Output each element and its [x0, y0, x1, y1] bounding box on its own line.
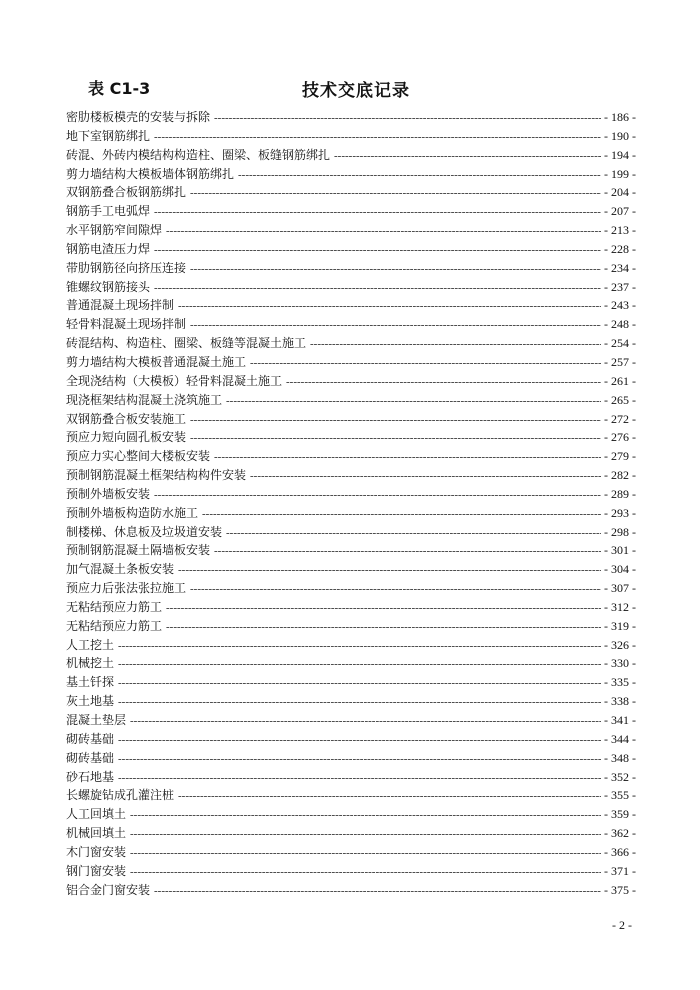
toc-entry[interactable]	[66, 843, 636, 862]
toc-entry[interactable]	[66, 824, 636, 843]
toc-entry[interactable]	[66, 862, 636, 881]
toc-entry[interactable]	[66, 259, 636, 278]
toc-entry-title: 地下室钢筋绑扎	[66, 128, 151, 143]
toc-entry[interactable]	[66, 673, 636, 692]
toc-entry-page: - 261 -	[604, 373, 636, 388]
toc-entry-page: - 237 -	[604, 279, 636, 294]
toc-entry-page: - 248 -	[604, 317, 636, 332]
toc-entry[interactable]	[66, 334, 636, 353]
toc-entry-title: 人工回填土	[66, 807, 127, 822]
toc-entry-page: - 371 -	[604, 863, 636, 878]
toc-entry-page: - 338 -	[604, 694, 636, 709]
dot-leader	[178, 297, 601, 316]
toc-entry-page: - 228 -	[604, 241, 636, 256]
toc-entry-title: 无粘结预应力筋工	[66, 599, 163, 614]
toc-entry-page: - 352 -	[604, 769, 636, 784]
dot-leader	[118, 637, 601, 656]
dot-leader	[190, 184, 601, 203]
toc-entry-page: - 204 -	[604, 185, 636, 200]
dot-leader	[166, 222, 601, 241]
toc-entry[interactable]	[66, 447, 636, 466]
toc-entry-page: - 326 -	[604, 637, 636, 652]
toc-entry-title: 预制钢筋混凝土框架结构构件安装	[66, 468, 247, 483]
dot-leader	[214, 109, 601, 128]
toc-entry-page: - 359 -	[604, 807, 636, 822]
toc-entry[interactable]	[66, 315, 636, 334]
toc-entry-title: 钢筋手工电弧焊	[66, 204, 151, 219]
toc-entry-title: 砂石地基	[66, 769, 115, 784]
toc-entry[interactable]	[66, 183, 636, 202]
toc-entry-page: - 341 -	[604, 713, 636, 727]
toc-entry-title: 制楼梯、休息板及垃圾道安装	[66, 524, 223, 539]
toc-entry-page: - 344 -	[604, 731, 636, 746]
toc-entry-title: 锥螺纹钢筋接头	[66, 279, 151, 294]
dot-leader	[130, 806, 601, 825]
toc-entry[interactable]	[66, 749, 636, 768]
toc-entry[interactable]	[66, 504, 636, 523]
dot-leader	[166, 618, 601, 637]
toc-entry-page: - 330 -	[604, 656, 636, 671]
toc-entry-title: 预制外墙板构造防水施工	[66, 505, 199, 520]
toc-entry-title: 灰土地基	[66, 694, 115, 709]
dot-leader	[190, 580, 601, 599]
toc-entry-title: 钢门窗安装	[66, 863, 127, 878]
toc-entry-page: - 276 -	[604, 430, 636, 445]
toc-entry[interactable]	[66, 560, 636, 579]
toc-entry[interactable]	[66, 278, 636, 297]
toc-entry-title: 木门窗安装	[66, 844, 127, 859]
toc-entry-page: - 243 -	[604, 298, 636, 313]
toc-entry-title: 无粘结预应力筋工	[66, 618, 163, 633]
toc-entry[interactable]	[66, 410, 636, 429]
toc-entry-page: - 375 -	[604, 882, 636, 897]
dot-leader	[130, 863, 601, 882]
page-header	[88, 76, 608, 100]
dot-leader	[130, 825, 601, 844]
toc-entry[interactable]	[66, 428, 636, 447]
toc-entry-page: - 304 -	[604, 562, 636, 577]
dot-leader	[310, 335, 601, 354]
toc-entry-page: - 282 -	[604, 468, 636, 483]
dot-leader	[154, 486, 601, 505]
dot-leader	[178, 787, 601, 806]
toc-entry-page: - 279 -	[604, 449, 636, 464]
dot-leader	[202, 505, 601, 524]
toc-entry[interactable]	[66, 654, 636, 673]
toc-entry-title: 预应力短向圆孔板安装	[66, 430, 187, 445]
dot-leader	[286, 373, 601, 392]
toc-entry[interactable]	[66, 202, 636, 221]
dot-leader	[226, 524, 601, 543]
toc-entry-page: - 366 -	[604, 844, 636, 859]
toc-entry-title: 钢筋电渣压力焊	[66, 241, 151, 256]
toc-entry-page: - 186 -	[604, 110, 636, 124]
toc-entry-title: 砌砖基础	[66, 750, 115, 765]
toc-entry[interactable]	[66, 881, 636, 900]
toc-entry-page: - 348 -	[604, 750, 636, 765]
dot-leader	[118, 674, 601, 693]
dot-leader	[118, 731, 601, 750]
toc-entry[interactable]	[66, 466, 636, 485]
toc-entry-title: 双钢筋叠合板钢筋绑扎	[66, 185, 187, 200]
toc-entry[interactable]	[66, 108, 636, 127]
toc-entry[interactable]	[66, 165, 636, 184]
table-number: 表 C1-3	[88, 79, 151, 98]
toc-entry-title: 机械挖土	[66, 656, 115, 671]
toc-entry-title: 全现浇结构（大模板）轻骨料混凝土施工	[66, 373, 283, 388]
dot-leader	[154, 882, 601, 901]
toc-entry[interactable]	[66, 240, 636, 259]
toc-entry[interactable]	[66, 296, 636, 315]
toc-entry-title: 砌砖基础	[66, 731, 115, 746]
toc-entry-page: - 293 -	[604, 505, 636, 520]
toc-entry-page: - 301 -	[604, 543, 636, 558]
toc-entry-page: - 272 -	[604, 411, 636, 426]
toc-entry[interactable]	[66, 579, 636, 598]
toc-entry-title: 预制钢筋混凝土隔墙板安装	[66, 543, 211, 558]
dot-leader	[154, 241, 601, 260]
toc-entry[interactable]	[66, 617, 636, 636]
toc-entry-title: 双钢筋叠合板安装施工	[66, 411, 187, 426]
toc-entry[interactable]	[66, 541, 636, 560]
toc-entry-title: 预制外墙板安装	[66, 486, 151, 501]
toc-entry-page: - 257 -	[604, 354, 636, 369]
dot-leader	[130, 712, 601, 731]
dot-leader	[118, 655, 601, 674]
toc-entry-title: 剪力墙结构大模板普通混凝土施工	[66, 354, 247, 369]
toc-entry-page: - 362 -	[604, 826, 636, 841]
dot-leader	[190, 316, 601, 335]
dot-leader	[154, 128, 601, 147]
toc-entry[interactable]	[66, 391, 636, 410]
toc-entry-title: 轻骨料混凝土现场拌制	[66, 317, 187, 332]
dot-leader	[214, 542, 601, 561]
toc-entry-page: - 213 -	[604, 223, 636, 238]
toc-entry-page: - 307 -	[604, 581, 636, 596]
toc-entry-title: 人工挖土	[66, 637, 115, 652]
toc-entry-page: - 207 -	[604, 204, 636, 219]
toc-entry[interactable]	[66, 146, 636, 165]
toc-entry[interactable]	[66, 598, 636, 617]
toc-entry-page: - 194 -	[604, 147, 636, 162]
toc-entry-page: - 254 -	[604, 336, 636, 351]
toc-entry[interactable]	[66, 692, 636, 711]
toc-entry-page: - 335 -	[604, 675, 636, 690]
toc-entry-page: - 319 -	[604, 618, 636, 633]
toc-entry[interactable]	[66, 805, 636, 824]
toc-entry-page: - 234 -	[604, 260, 636, 275]
toc-entry[interactable]	[66, 711, 636, 730]
toc-entry[interactable]	[66, 730, 636, 749]
toc-entry[interactable]	[66, 221, 636, 240]
dot-leader	[190, 411, 601, 430]
dot-leader	[190, 260, 601, 279]
table-of-contents	[66, 108, 636, 899]
toc-entry-title: 机械回填土	[66, 826, 127, 841]
toc-entry-title: 加气混凝土条板安装	[66, 562, 175, 577]
toc-entry-title: 现浇框架结构混凝土浇筑施工	[66, 392, 223, 407]
toc-entry-title: 剪力墙结构大模板墙体钢筋绑扎	[66, 166, 235, 181]
toc-entry-page: - 289 -	[604, 486, 636, 501]
dot-leader	[154, 203, 601, 222]
toc-entry[interactable]	[66, 127, 636, 146]
toc-entry-page: - 265 -	[604, 392, 636, 407]
dot-leader	[154, 279, 601, 298]
dot-leader	[118, 750, 601, 769]
toc-entry-title: 砖混结构、构造柱、圈梁、板缝等混凝土施工	[66, 336, 307, 351]
dot-leader	[334, 147, 601, 166]
toc-entry-title: 预应力实心整间大楼板安装	[66, 449, 211, 464]
toc-entry-title: 预应力后张法张拉施工	[66, 581, 187, 596]
toc-entry[interactable]	[66, 786, 636, 805]
toc-entry-title: 混凝土垫层	[66, 713, 127, 727]
dot-leader	[118, 693, 601, 712]
document-title: 技术交底记录	[302, 81, 410, 101]
dot-leader	[190, 429, 601, 448]
dot-leader	[166, 599, 601, 618]
toc-entry[interactable]	[66, 768, 636, 787]
dot-leader	[214, 448, 601, 467]
toc-entry-title: 铝合金门窗安装	[66, 882, 151, 897]
toc-entry-title: 水平钢筋窄间隙焊	[66, 223, 163, 238]
toc-entry[interactable]	[66, 353, 636, 372]
toc-entry-title: 普通混凝土现场拌制	[66, 298, 175, 313]
toc-entry-title: 基土钎探	[66, 675, 115, 690]
toc-entry-title: 长螺旋钻成孔灌注桩	[66, 788, 175, 803]
toc-entry[interactable]	[66, 372, 636, 391]
dot-leader	[238, 166, 601, 185]
dot-leader	[250, 467, 601, 486]
dot-leader	[118, 769, 601, 788]
toc-entry-page: - 312 -	[604, 599, 636, 614]
dot-leader	[226, 392, 601, 411]
dot-leader	[250, 354, 601, 373]
page-number: - 2 -	[612, 918, 632, 932]
toc-entry[interactable]	[66, 485, 636, 504]
toc-entry-title: 砖混、外砖内模结构构造柱、圈梁、板缝钢筋绑扎	[66, 147, 331, 162]
toc-entry-page: - 298 -	[604, 524, 636, 539]
toc-entry[interactable]	[66, 636, 636, 655]
toc-entry-title: 带肋钢筋径向挤压连接	[66, 260, 187, 275]
dot-leader	[130, 844, 601, 863]
toc-entry-title: 密肋楼板模壳的安装与拆除	[66, 110, 211, 124]
toc-entry-page: - 355 -	[604, 788, 636, 803]
toc-entry-page: - 190 -	[604, 128, 636, 143]
toc-entry[interactable]	[66, 523, 636, 542]
toc-entry-page: - 199 -	[604, 166, 636, 181]
dot-leader	[178, 561, 601, 580]
